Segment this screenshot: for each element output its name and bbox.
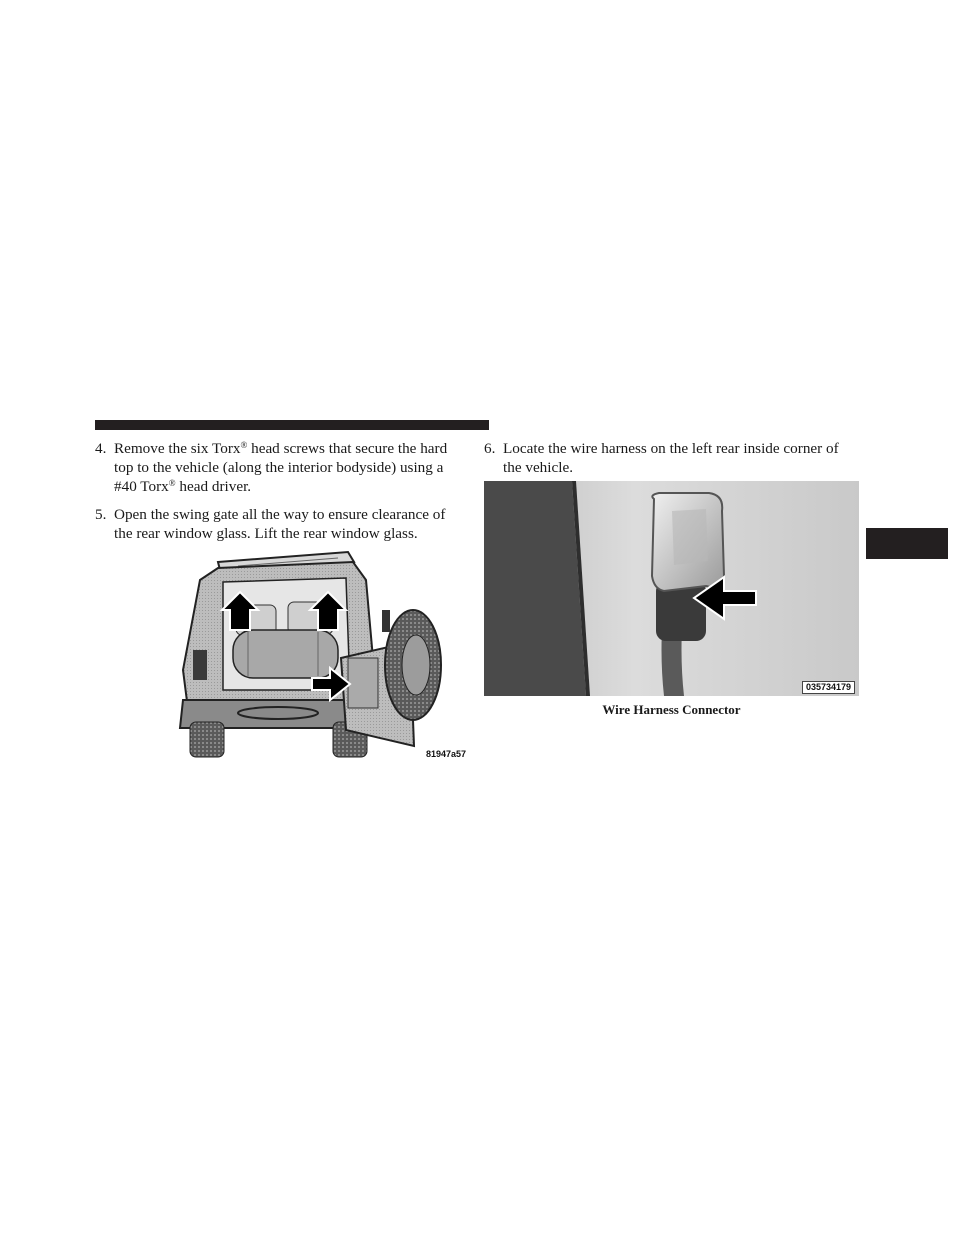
- step-text: [114, 505, 445, 543]
- chapter-tab: [866, 528, 948, 559]
- section-rule-bar: [95, 420, 489, 430]
- wire-harness-photo: [484, 481, 859, 696]
- step-line: Open the swing gate all the way to ensure clearance of: [114, 506, 446, 523]
- figure-code: 81947a57: [426, 749, 467, 759]
- step-line: Locate the wire harness on the left rear inside corner of: [503, 440, 839, 457]
- figure-caption: Wire Harness Connector: [602, 702, 741, 717]
- step-line: Remove the six Torx® head screws that secure the hard: [114, 440, 448, 457]
- step-text: [114, 439, 447, 496]
- step-line: the vehicle.: [503, 459, 573, 476]
- step-line: the rear window glass. Lift the rear window glass.: [114, 525, 418, 542]
- step-line: #40 Torx® head driver.: [114, 478, 252, 495]
- step-number: 5.: [95, 506, 107, 523]
- step-number: 4.: [95, 440, 107, 457]
- step-number: 6.: [484, 440, 496, 457]
- step-line: top to the vehicle (along the interior bodyside) using a: [114, 459, 444, 476]
- jeep-rear-illustration: [178, 550, 468, 760]
- step-text: [503, 439, 839, 477]
- figure-code: 035734179: [802, 681, 855, 694]
